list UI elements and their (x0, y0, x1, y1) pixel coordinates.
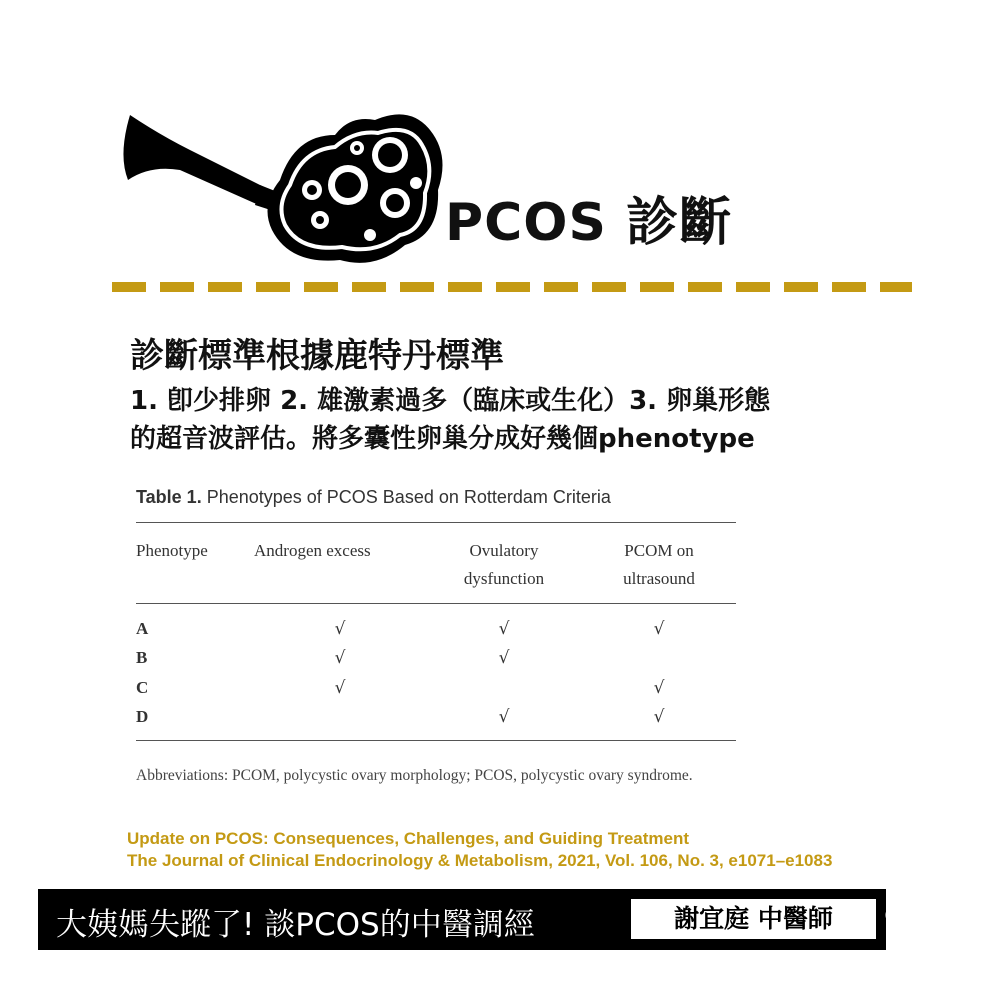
table-abbreviations: Abbreviations: PCOM, polycystic ovary morphology; PCOS, polycystic ovary syndrome. (136, 767, 693, 784)
header-androgen: Androgen excess (254, 541, 371, 560)
ovary-logo-icon (120, 95, 450, 270)
doctor-name: 謝宜庭 中醫師 (631, 899, 876, 939)
table-bottom-rule (136, 740, 736, 741)
magnifier-icon (883, 902, 915, 934)
reference-line-1: Update on PCOS: Consequences, Challenges, and Guiding Treatment (127, 829, 690, 848)
bottom-banner (38, 889, 886, 950)
table-caption: Table 1. Phenotypes of PCOS Based on Rotterdam Criteria (136, 487, 611, 507)
reference-line-2: The Journal of Clinical Endocrinology & Metabolism, 2021, Vol. 106, No. 3, e1071–e1083 (127, 851, 833, 870)
table-row: D √ √ (136, 707, 665, 728)
header-ovulatory: Ovulatory dysfunction (463, 541, 545, 588)
page-title: PCOS 診斷 (445, 193, 733, 253)
dashed-divider (112, 281, 912, 293)
table-row: B √ √ (136, 648, 510, 669)
description (130, 382, 910, 458)
section-subtitle: 診斷標準根據鹿特丹標準 (130, 336, 504, 376)
table-header-row (136, 523, 736, 603)
phenotype-table (136, 487, 736, 807)
description-line-1: 1. 卽少排卵 2. 雄激素過多（臨床或生化）3. 卵巢形態 (130, 386, 771, 416)
header-phenotype: Phenotype (136, 541, 208, 560)
header-pcom: PCOM on ultrasound (623, 541, 695, 588)
banner-text: 大姨媽失蹤了! 談PCOS的中醫調經 (56, 907, 535, 943)
table-body (136, 604, 736, 740)
table-row: A √ √ √ (136, 618, 665, 639)
table-row: C √ √ (136, 677, 665, 698)
description-line-2: 的超音波評估。將多囊性卵巢分成好幾個phenotype (130, 424, 755, 454)
reference (127, 828, 832, 872)
